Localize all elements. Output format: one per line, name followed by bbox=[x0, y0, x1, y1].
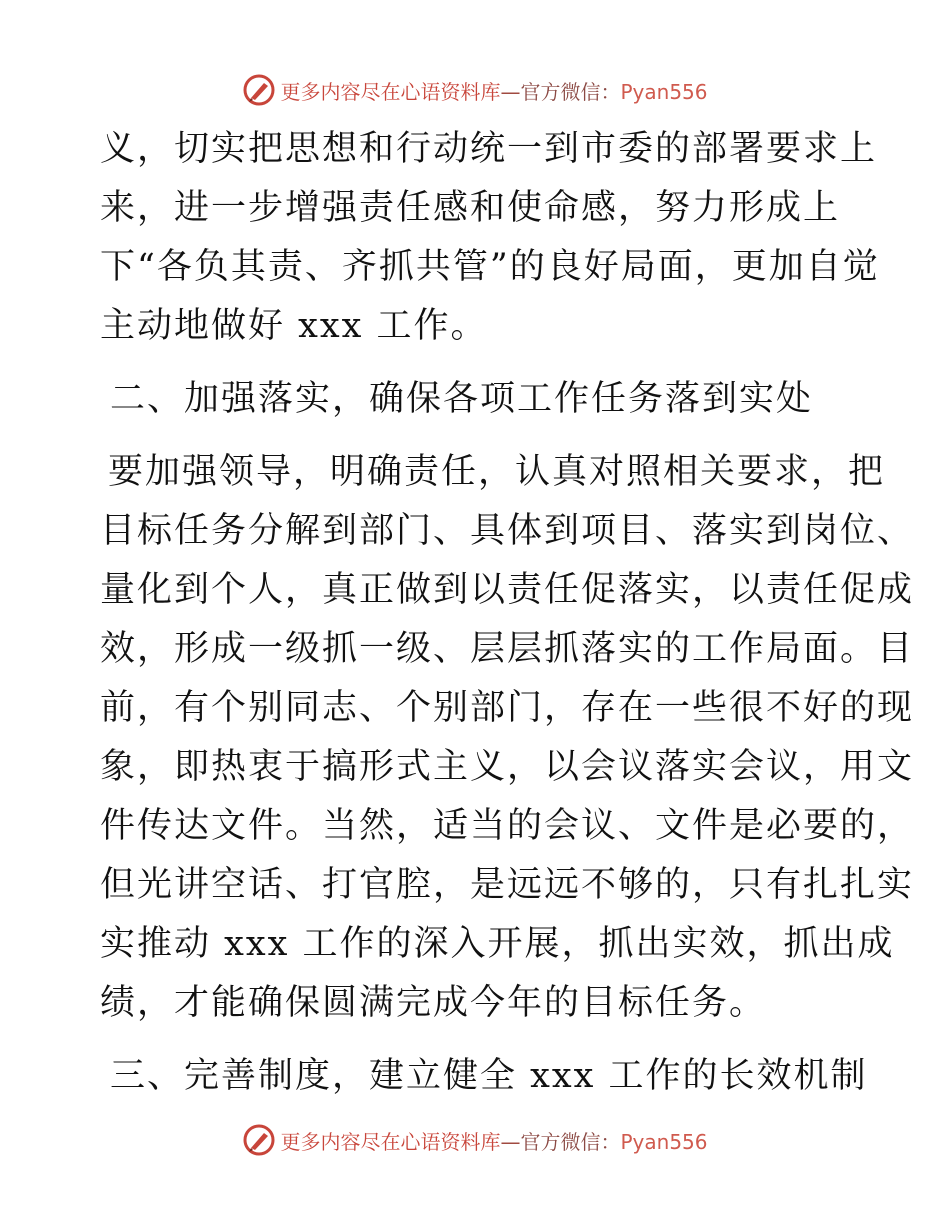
paragraph-2 bbox=[100, 443, 915, 1033]
text-line: 量化到个人，真正做到以责任促落实，以责任促成 bbox=[100, 570, 915, 610]
text-line: 目标任务分解到部门、具体到项目、落实到岗位、 bbox=[100, 511, 915, 551]
pen-logo-icon bbox=[242, 1123, 276, 1157]
text-line: 象，即热衷于搞形式主义，以会议落实会议，用文 bbox=[100, 747, 915, 787]
header-banner bbox=[0, 70, 950, 110]
text-line: 实推动 xxx 工作的深入开展，抓出实效，抓出成 bbox=[100, 924, 895, 964]
text-line: 主动地做好 xxx 工作。 bbox=[100, 306, 488, 346]
text-line: 下“各负其责、齐抓共管”的良好局面，更加自觉 bbox=[100, 247, 880, 287]
banner-text: 更多内容尽在心语资料库—官方微信：Pyan556 bbox=[280, 1129, 708, 1154]
footer-banner bbox=[0, 1120, 950, 1160]
pen-logo-icon bbox=[242, 73, 276, 107]
text-line: 效，形成一级抓一级、层层抓落实的工作局面。目 bbox=[100, 629, 915, 669]
section-heading-2: 二、加强落实，确保各项工作任务落到实处 bbox=[110, 379, 814, 419]
section-heading-3: 三、完善制度，建立健全 xxx 工作的长效机制 bbox=[110, 1056, 868, 1096]
paragraph-1 bbox=[100, 120, 880, 356]
text-line: 件传达文件。当然，适当的会议、文件是必要的， bbox=[100, 806, 915, 846]
document-body bbox=[100, 120, 915, 1106]
text-line: 要加强领导，明确责任，认真对照相关要求，把 bbox=[108, 452, 886, 492]
text-line: 前，有个别同志、个别部门，存在一些很不好的现 bbox=[100, 688, 915, 728]
text-line: 绩，才能确保圆满完成今年的目标任务。 bbox=[100, 983, 767, 1023]
text-line: 义，切实把思想和行动统一到市委的部署要求上 bbox=[100, 129, 878, 169]
text-line: 但光讲空话、打官腔，是远远不够的，只有扎扎实 bbox=[100, 865, 915, 905]
banner-text: 更多内容尽在心语资料库—官方微信：Pyan556 bbox=[280, 79, 708, 104]
text-line: 来，进一步增强责任感和使命感，努力形成上 bbox=[100, 188, 841, 228]
